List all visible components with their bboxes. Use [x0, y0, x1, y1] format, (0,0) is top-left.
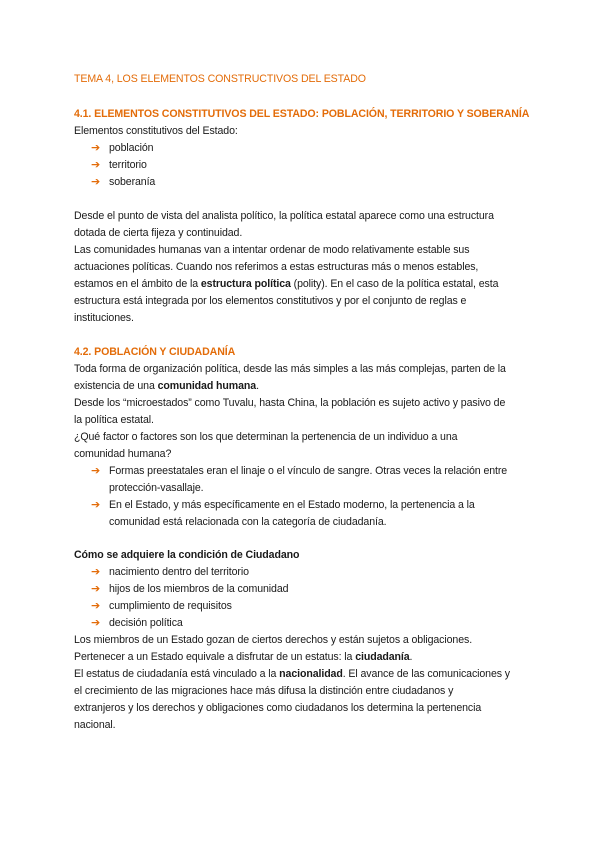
arrow-icon: ➔: [91, 600, 101, 612]
citizenship-heading: Cómo se adquiere la condición de Ciudadano: [74, 549, 300, 561]
list-item: ➔ población: [74, 140, 534, 157]
elements-list: [74, 140, 534, 191]
elements-intro: Elementos constitutivos del Estado:: [74, 125, 238, 137]
arrow-icon: ➔: [91, 159, 101, 171]
list-item: ➔ hijos de los miembros de la comunidad: [74, 581, 534, 598]
list-item: ➔ decisión política: [74, 615, 534, 632]
arrow-icon: ➔: [91, 617, 101, 629]
paragraph-population: Toda forma de organización política, desde las más simples a las más complejas, parten de la existencia de una comunidad humana. Desde los “microestados” como Tuvalu, hasta China, la población es sujeto activo y pasivo de la política estatal. ¿Qué factor o factores son los que determinan la pertenencia de un individuo a una comunidad humana?: [74, 363, 506, 460]
list-item: ➔ cumplimiento de requisitos: [74, 598, 534, 615]
document-title: TEMA 4, LOS ELEMENTOS CONSTRUCTIVOS DEL ESTADO: [74, 73, 366, 85]
arrow-icon: ➔: [91, 566, 101, 578]
arrow-icon: ➔: [91, 142, 101, 154]
list-item: ➔ Formas preestatales eran el linaje o el vínculo de sangre. Otras veces la relación entre protección-vasallaje.: [91, 465, 508, 494]
paragraph-analyst: Desde el punto de vista del analista político, la política estatal aparece como una estructura dotada de cierta fijeza y continuidad. Las comunidades humanas van a intentar ordenar de modo relativamente estable sus actuaciones políticas. Cuando nos referimos a estas estructuras más o menos estables, estamos en el ámbito de la estructura política (polity). En el caso de la política estatal, esta estructura está integrada por los elementos constitutivos y por el conjunto de reglas e instituciones.: [74, 210, 499, 324]
list-item: ➔ soberanía: [74, 174, 534, 191]
arrow-icon: ➔: [91, 583, 101, 595]
arrow-icon: ➔: [91, 465, 101, 477]
list-item: ➔ En el Estado, y más específicamente en el Estado moderno, la pertenencia a la comunidad está relacionada con la categoría de ciudadanía.: [91, 499, 475, 528]
arrow-icon: ➔: [91, 499, 101, 511]
citizenship-list: [74, 564, 534, 632]
list-item: ➔ territorio: [74, 157, 534, 174]
section-heading-4-2: 4.2. POBLACIÓN Y CIUDADANÍA: [74, 346, 236, 358]
section-heading-4-1: 4.1. ELEMENTOS CONSTITUTIVOS DEL ESTADO: POBLACIÓN, TERRITORIO Y SOBERANÍA: [74, 108, 530, 120]
list-item: ➔ nacimiento dentro del territorio: [74, 564, 534, 581]
paragraph-citizenship: Los miembros de un Estado gozan de ciertos derechos y están sujetos a obligaciones. Pertenecer a un Estado equivale a disfrutar de un estatus: la ciudadanía. El estatus de ciudadanía está vinculado a la nacionalidad. El avance de las comunicaciones y el crecimiento de las migraciones hace más difusa la distinción entre ciudadanos y extranjeros y los derechos y obligaciones como ciudadanos los determina la pertenencia nacional.: [74, 634, 511, 731]
arrow-icon: ➔: [91, 176, 101, 188]
belonging-list: [74, 463, 534, 531]
